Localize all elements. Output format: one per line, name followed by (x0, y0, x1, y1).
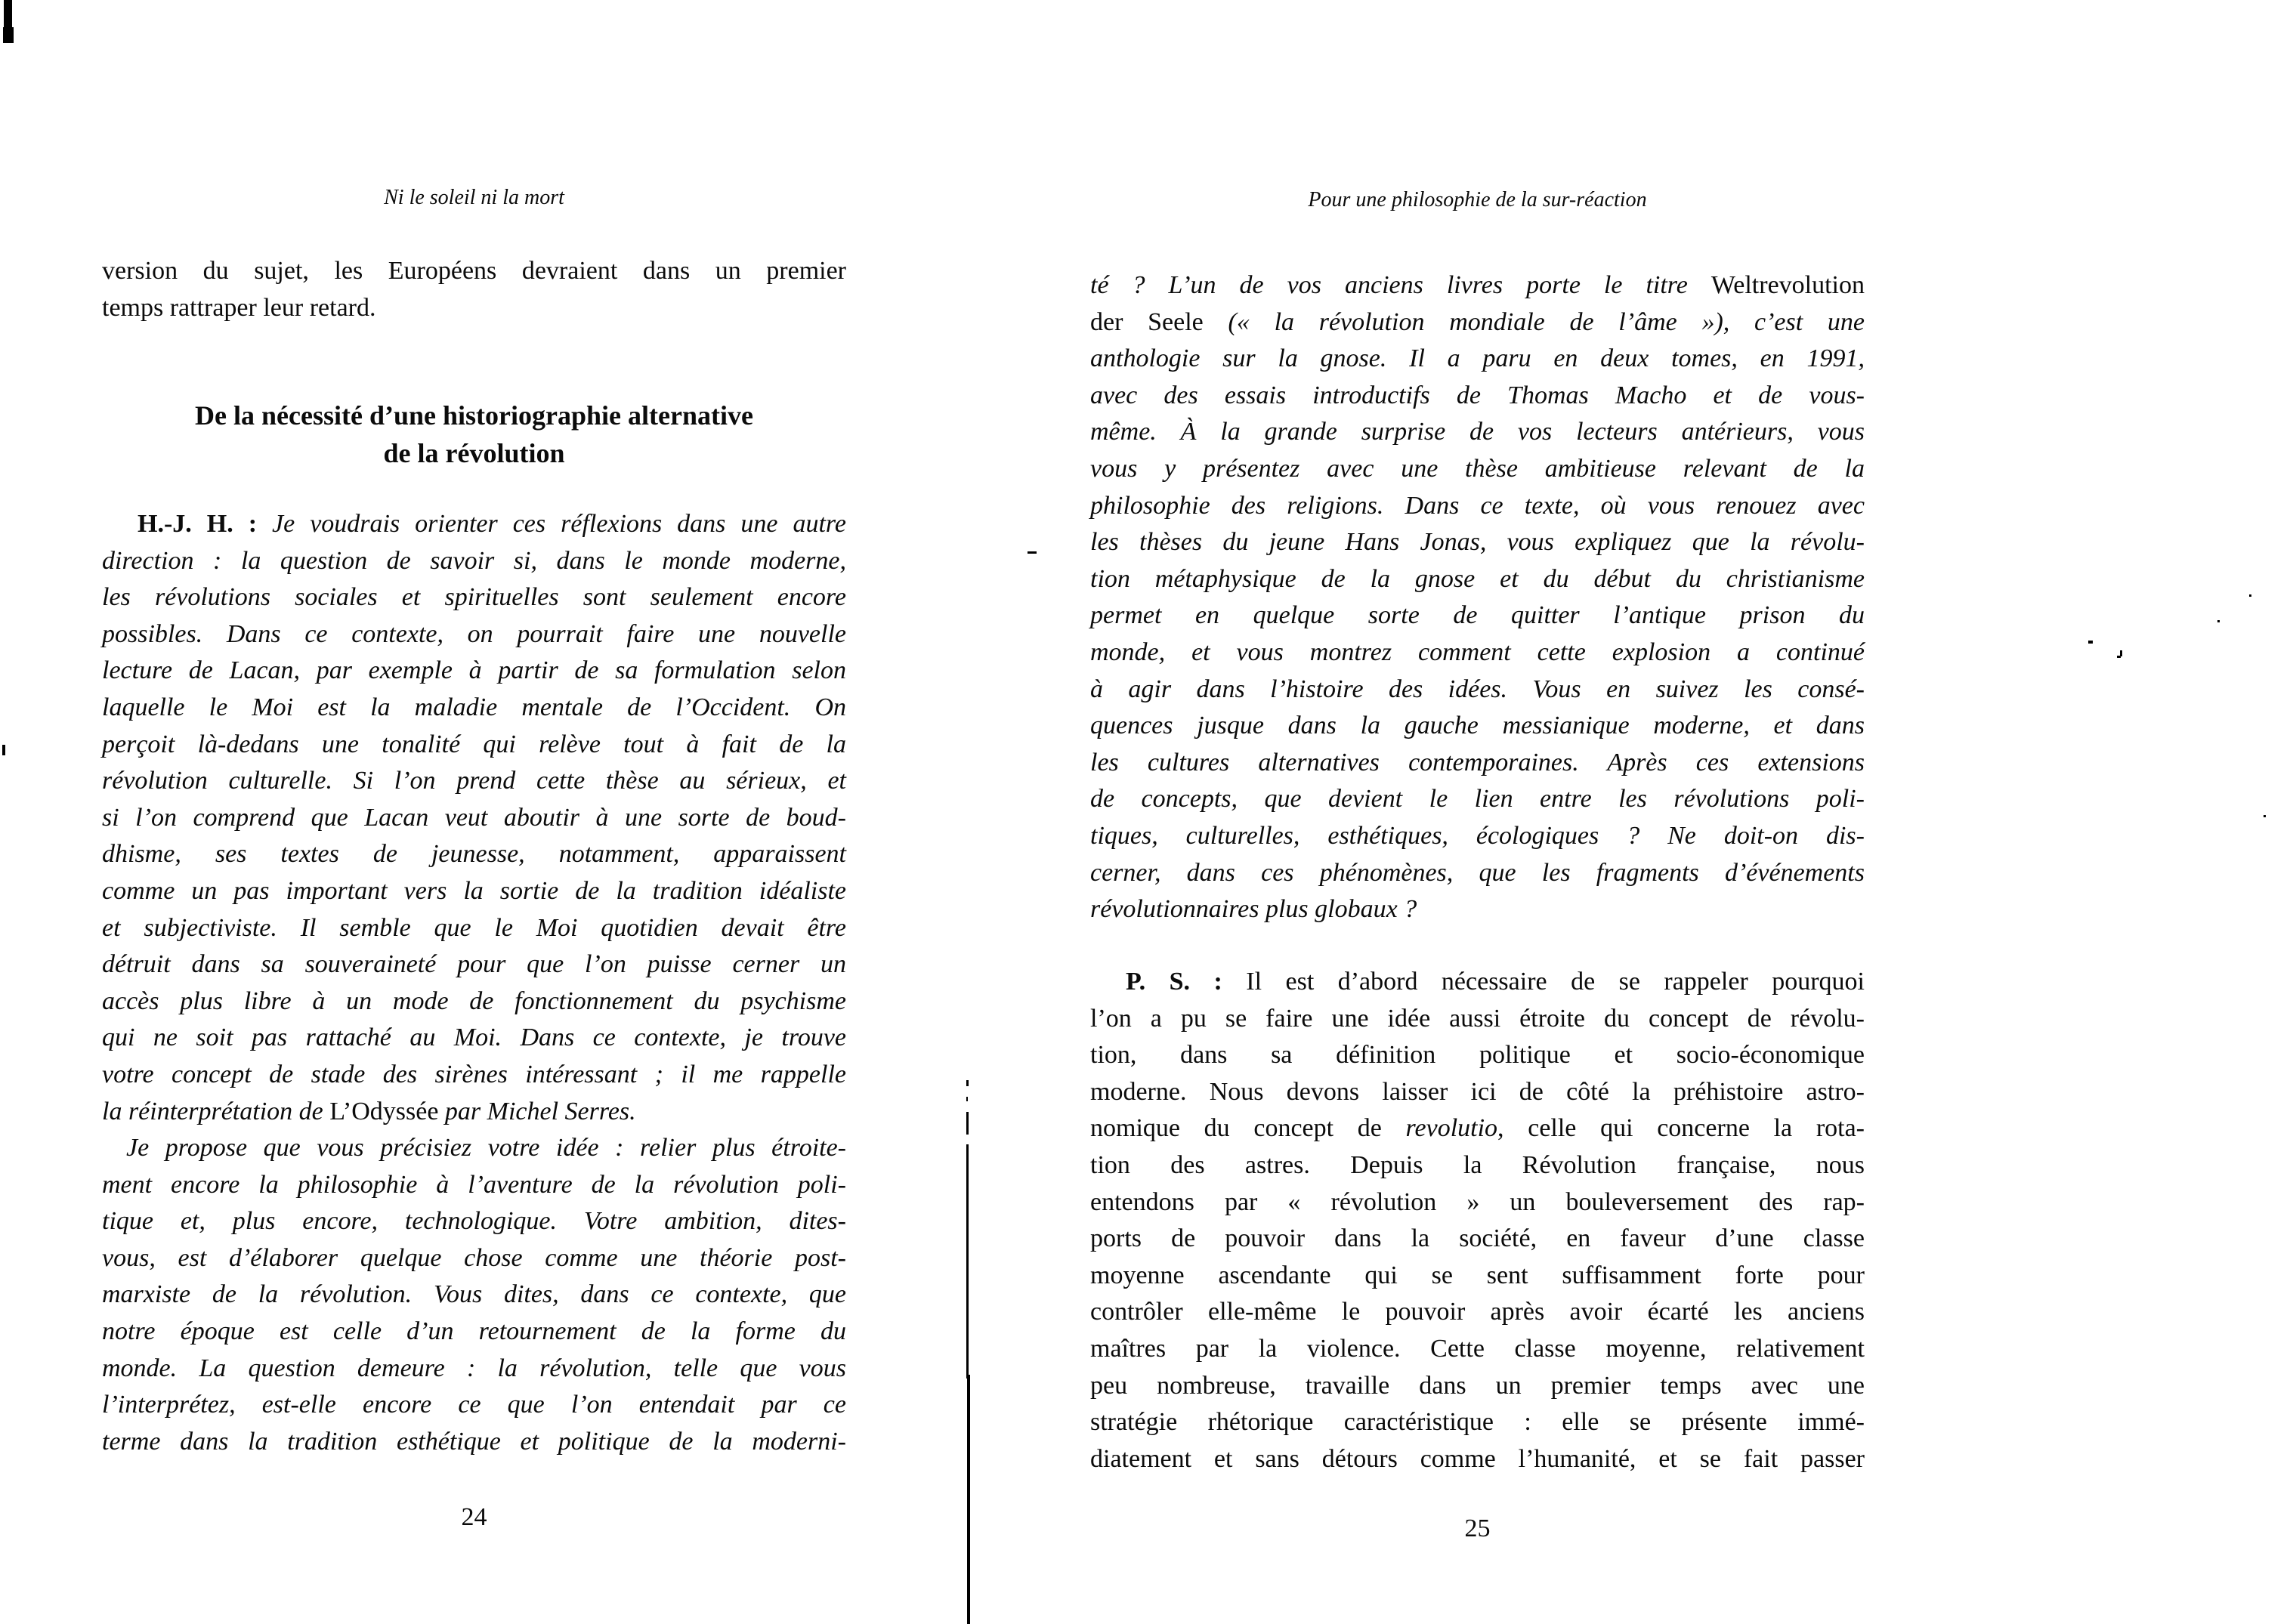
text-line (1090, 708, 1865, 745)
text-line (1090, 672, 1865, 709)
left-running-head: Ni le soleil ni la mort (384, 186, 564, 209)
scan-artifact-gutter-dash (1028, 551, 1037, 554)
text-run: monde. La question demeure : la révolution, telle que vous (102, 1354, 846, 1382)
text-line (1090, 488, 1865, 525)
right-running-head: Pour une philosophie de la sur-réaction (1308, 188, 1647, 211)
scan-artifact-speck (2088, 641, 2093, 644)
text-line (1090, 1404, 1865, 1441)
text-run: version du sujet, les Européens devraient dans un premier (102, 257, 846, 285)
text-line (1090, 378, 1865, 415)
text-line (1090, 745, 1865, 782)
text-run: comme un pas important vers la sortie de la tradition idéaliste (102, 876, 846, 905)
text-run: tiques, culturelles, esthétiques, écologiques ? Ne doit-on dis- (1090, 821, 1865, 850)
text-line (102, 1351, 846, 1388)
text-run: les révolutions sociales et spirituelles sont seulement encore (102, 583, 846, 612)
scan-artifact-gutter-line (967, 1375, 970, 1624)
text-run: votre concept de stade des sirènes intéressant ; il me rappelle (102, 1060, 846, 1088)
text-line (1090, 341, 1865, 378)
text-line (1090, 1147, 1865, 1184)
text-line (1090, 1258, 1865, 1295)
text-line (102, 290, 846, 327)
text-run: l’interprétez, est-elle encore ce que l’on entendait par ce (102, 1391, 846, 1419)
text-run: de la révolution (383, 438, 565, 468)
left-intro-paragraph (102, 253, 846, 326)
text-run: tion des astres. Depuis la Révolution française, nous (1090, 1150, 1865, 1179)
text-run: avec des essais introductifs de Thomas Macho et de vous- (1090, 381, 1865, 409)
text-run: révolutionnaires plus globaux ? (1090, 895, 1417, 924)
text-line (1090, 1037, 1865, 1074)
text-line (1090, 891, 1865, 928)
scan-artifact-speck (2117, 656, 2121, 658)
scan-artifact-gutter-dot (966, 1080, 969, 1086)
text-run: les thèses du jeune Hans Jonas, vous expliquez que la révolu- (1090, 528, 1865, 557)
text-line (102, 873, 846, 910)
text-line (102, 253, 846, 290)
text-line (1090, 451, 1865, 488)
text-run: révolution culturelle. Si l’on prend cette thèse au sérieux, et (102, 767, 846, 795)
text-run: qui ne soit pas rattaché au Moi. Dans ce contexte, je trouve (102, 1023, 846, 1052)
text-line (102, 1167, 846, 1204)
text-run: l’on a pu se faire une idée aussi étroite du concept de révolu- (1090, 1004, 1865, 1033)
text-run: contrôler elle-même le pouvoir après avoir écarté les anciens (1090, 1298, 1865, 1326)
text-run: De la nécessité d’une historiographie alternative (195, 400, 753, 431)
text-run: anthologie sur la gnose. Il a paru en deux tomes, en 1991, (1090, 344, 1865, 373)
text-run: moyenne ascendante qui se sent suffisamment forte pour (1090, 1261, 1865, 1289)
text-line (1090, 1331, 1865, 1368)
text-run: Je propose que vous précisiez votre idée : relier plus étroite- (126, 1134, 846, 1162)
text-run: à agir dans l’histoire des idées. Vous en suivez les consé- (1090, 675, 1865, 703)
text-line (1090, 855, 1865, 892)
text-line (1090, 304, 1865, 341)
text-run: la réinterprétation de (102, 1097, 330, 1125)
text-line (102, 800, 846, 837)
scan-artifact-speck (2264, 815, 2266, 817)
scan-artifact-speck (2249, 594, 2251, 597)
text-line (102, 653, 846, 690)
text-line (102, 616, 846, 653)
text-run: quences jusque dans la gauche messianique moderne, et dans (1090, 712, 1865, 740)
text-line (1090, 267, 1865, 304)
text-line (102, 946, 846, 983)
scan-artifact-corner-bar (4, 0, 12, 29)
text-line (1090, 1294, 1865, 1331)
text-run: notre époque est celle d’un retournement de la forme du (102, 1317, 846, 1346)
text-line (1090, 1221, 1865, 1258)
text-run: cerner, dans ces phénomènes, que les fragments d’événements (1090, 858, 1865, 887)
scan-artifact-gutter-dash (966, 1112, 969, 1135)
text-run: terme dans la tradition esthétique et politique de la moderni- (102, 1427, 846, 1456)
text-run: dhisme, ses textes de jeunesse, notamment, apparaissent (102, 840, 846, 869)
text-run: perçoit là-dedans une tonalité qui relève tout à fait de la (102, 730, 846, 758)
text-line (102, 434, 846, 472)
text-run: détruit dans sa souveraineté pour que l’on puisse cerner un (102, 950, 846, 979)
scan-artifact-gutter-line (966, 1144, 969, 1379)
text-line (102, 543, 846, 580)
text-run: même. À la grande surprise de vos lecteurs antérieurs, vous (1090, 418, 1865, 446)
text-run: P. S. : (1126, 968, 1222, 996)
text-run: moderne. Nous devons laisser ici de côté la préhistoire astro- (1090, 1077, 1865, 1106)
text-line (102, 1314, 846, 1351)
text-run: tion métaphysique de la gnose et du début du christianisme (1090, 564, 1865, 593)
left-dialogue-paragraph (102, 506, 846, 1460)
left-section-heading (102, 397, 846, 472)
text-run: (« la révolution mondiale de l’âme »), c’est une (1203, 307, 1865, 336)
text-line (102, 1387, 846, 1424)
text-line (102, 727, 846, 764)
text-run: vous y présentez avec une thèse ambitieuse relevant de la (1090, 454, 1865, 483)
text-run: permet en quelque sorte de quitter l’antique prison du (1090, 601, 1865, 630)
text-line (1090, 597, 1865, 634)
scan-artifact-edge-tick (2, 745, 5, 755)
text-run: L’Odyssée (329, 1097, 439, 1125)
text-line (102, 397, 846, 434)
text-line (1090, 964, 1865, 1001)
text-run: vous, est d’élaborer quelque chose comme une théorie post- (102, 1243, 846, 1272)
text-run: nomique du concept de (1090, 1114, 1406, 1143)
right-page-number: 25 (1464, 1514, 1491, 1542)
text-run: entendons par « révolution » un bouleversement des rap- (1090, 1187, 1865, 1216)
text-line (1090, 1110, 1865, 1147)
text-run: tique et, plus encore, technologique. Votre ambition, dites- (102, 1207, 846, 1236)
text-run: tion, dans sa définition politique et socio-économique (1090, 1041, 1865, 1070)
text-line (102, 1020, 846, 1057)
scan-artifact-corner-bar (3, 27, 14, 43)
text-line (1090, 781, 1865, 818)
text-line (102, 1094, 846, 1131)
text-line (102, 1277, 846, 1314)
left-page-number: 24 (461, 1503, 487, 1531)
text-run: Je voudrais orienter ces réflexions dans une autre (257, 510, 846, 538)
text-line (1090, 524, 1865, 561)
text-run: de concepts, que devient le lien entre les révolutions poli- (1090, 785, 1865, 814)
text-run: stratégie rhétorique caractéristique : elle se présente immé- (1090, 1408, 1865, 1437)
text-run: , celle qui concerne la rota- (1497, 1114, 1865, 1143)
text-line (102, 579, 846, 616)
text-line (102, 983, 846, 1020)
text-run: marxiste de la révolution. Vous dites, dans ce contexte, que (102, 1280, 846, 1309)
text-line (1090, 1001, 1865, 1038)
text-run: direction : la question de savoir si, dans le monde moderne, (102, 546, 846, 575)
text-run: ment encore la philosophie à l’aventure de la révolution poli- (102, 1170, 846, 1199)
text-run: les cultures alternatives contemporaines. Après ces extensions (1090, 748, 1865, 776)
text-run: et subjectiviste. Il semble que le Moi quotidien devait être (102, 913, 846, 942)
text-line (1090, 1184, 1865, 1221)
scan-artifact-speck (2217, 620, 2220, 622)
text-line (102, 1130, 846, 1167)
text-run: possibles. Dans ce contexte, on pourrait faire une nouvelle (102, 619, 846, 648)
text-run: temps rattraper leur retard. (102, 293, 376, 322)
scan-artifact-gutter-dot (966, 1097, 968, 1101)
text-run: revolutio (1405, 1114, 1498, 1143)
text-line (102, 763, 846, 800)
text-line (102, 690, 846, 727)
right-question-paragraph (1090, 267, 1865, 928)
text-line (1090, 561, 1865, 598)
text-run: laquelle le Moi est la maladie mentale de l’Occident. On (102, 693, 846, 721)
text-run: peu nombreuse, travaille dans un premier temps avec une (1090, 1371, 1865, 1400)
text-line (1090, 1441, 1865, 1478)
right-answer-paragraph (1090, 964, 1865, 1477)
text-run: der Seele (1090, 307, 1204, 336)
text-run: par Michel Serres. (438, 1097, 636, 1125)
text-line (102, 1424, 846, 1461)
text-run: si l’on comprend que Lacan veut aboutir à une sorte de boud- (102, 803, 846, 832)
text-run: lecture de Lacan, par exemple à partir de sa formulation selon (102, 656, 846, 685)
text-line (102, 1203, 846, 1240)
text-line (1090, 1368, 1865, 1405)
text-line (1090, 818, 1865, 855)
text-run: philosophie des religions. Dans ce texte, où vous renouez avec (1090, 491, 1865, 520)
text-line (102, 1057, 846, 1094)
text-run: accès plus libre à un mode de fonctionnement du psychisme (102, 986, 846, 1015)
text-line (102, 506, 846, 543)
text-line (102, 1240, 846, 1277)
text-run: ports de pouvoir dans la société, en faveur d’une classe (1090, 1224, 1865, 1253)
text-line (1090, 1074, 1865, 1111)
text-run: diatement et sans détours comme l’humanité, et se fait passer (1090, 1444, 1865, 1473)
text-run: H.-J. H. : (138, 510, 258, 538)
text-line (1090, 414, 1865, 451)
text-run: Weltrevolution (1710, 271, 1865, 299)
text-run: maîtres par la violence. Cette classe moyenne, relativement (1090, 1334, 1865, 1363)
text-line (102, 910, 846, 947)
text-run: monde, et vous montrez comment cette explosion a continué (1090, 638, 1865, 666)
text-line (102, 836, 846, 873)
text-line (1090, 634, 1865, 672)
text-run: Il est d’abord nécessaire de se rappeler pourquoi (1222, 968, 1865, 996)
text-run: té ? L’un de vos anciens livres porte le titre (1090, 271, 1711, 299)
